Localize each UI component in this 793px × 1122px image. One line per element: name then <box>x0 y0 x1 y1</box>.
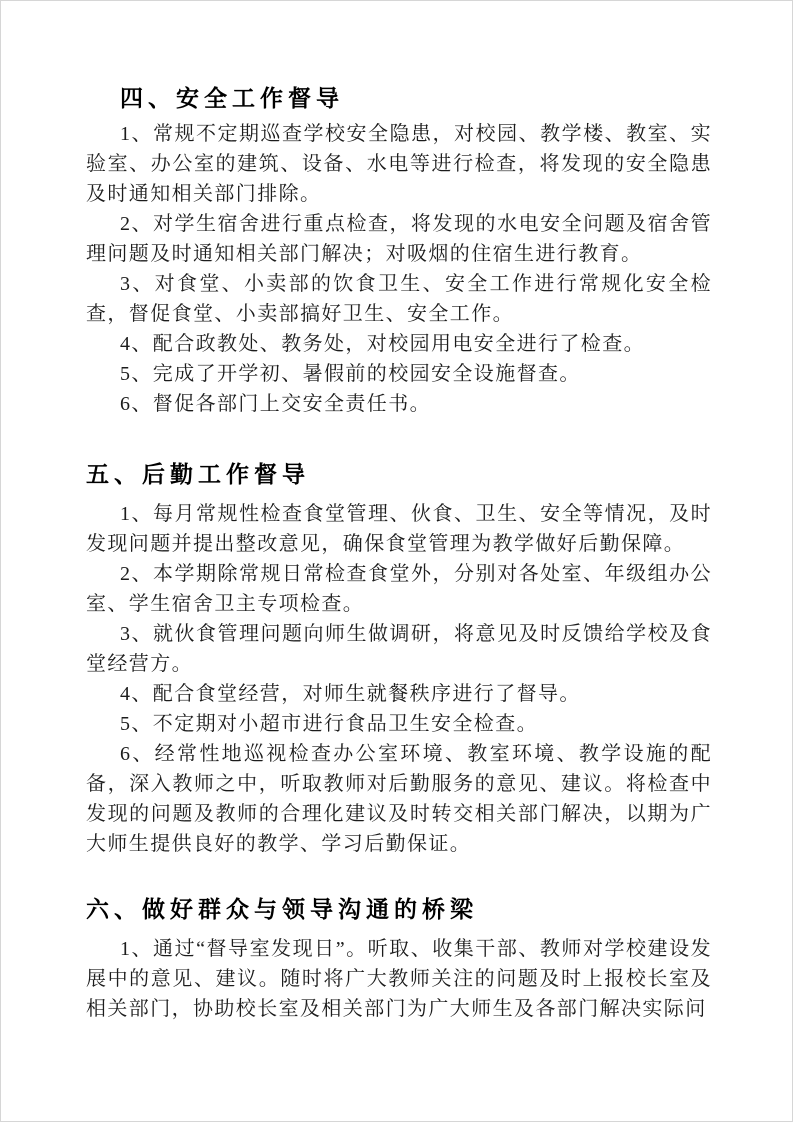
section-communication-bridge <box>86 894 712 1024</box>
paragraph: 4、配合政教处、教务处，对校园用电安全进行了检查。 <box>120 333 645 355</box>
paragraph: 3、就伙食管理问题向师生做调研，将意见及时反馈给学校及食堂经营方。 <box>86 623 712 675</box>
paragraph: 2、本学期除常规日常检查食堂外，分别对各处室、年级组办公室、学生宿舍卫主专项检查。 <box>86 563 712 615</box>
paragraph: 4、配合食堂经营，对师生就餐秩序进行了督导。 <box>120 683 581 705</box>
paragraph: 6、督促各部门上交安全责任书。 <box>120 393 431 415</box>
paragraph: 1、每月常规性检查食堂管理、伙食、卫生、安全等情况，及时发现问题并提出整改意见，确保食堂管理为教学做好后勤保障。 <box>86 503 712 555</box>
section-heading: 五、后勤工作督导 <box>86 461 310 487</box>
paragraph: 2、对学生宿舍进行重点检查，将发现的水电安全问题及宿舍管理问题及时通知相关部门解决；对吸烟的住宿生进行教育。 <box>86 213 712 265</box>
paragraph: 1、常规不定期巡查学校安全隐患，对校园、教学楼、教室、实验室、办公室的建筑、设备、水电等进行检查，将发现的安全隐患及时通知相关部门排除。 <box>86 123 712 205</box>
section-heading: 六、做好群众与领导沟通的桥梁 <box>86 896 478 922</box>
paragraph: 1、通过“督导室发现日”。听取、收集干部、教师对学校建设发展中的意见、建议。随时将广大教师关注的问题及时上报校长室及相关部门，协助校长室及相关部门为广大师生及各部门解决实际问 <box>86 938 712 1020</box>
paragraph: 6、经常性地巡视检查办公室环境、教室环境、教学设施的配备，深入教师之中，听取教师对后勤服务的意见、建议。将检查中发现的问题及教师的合理化建议及时转交相关部门解决，以期为广大师生提供良好的教学、学习后勤保证。 <box>86 743 712 855</box>
paragraph: 5、不定期对小超市进行食品卫生安全检查。 <box>120 713 538 735</box>
section-heading: 四、安全工作督导 <box>120 85 344 111</box>
paragraph: 5、完成了开学初、暑假前的校园安全设施督查。 <box>120 363 581 385</box>
section-logistics-supervision <box>86 459 712 859</box>
paragraph: 3、对食堂、小卖部的饮食卫生、安全工作进行常规化安全检查，督促食堂、小卖部搞好卫生、安全工作。 <box>86 273 712 325</box>
section-safety-supervision <box>86 83 712 419</box>
